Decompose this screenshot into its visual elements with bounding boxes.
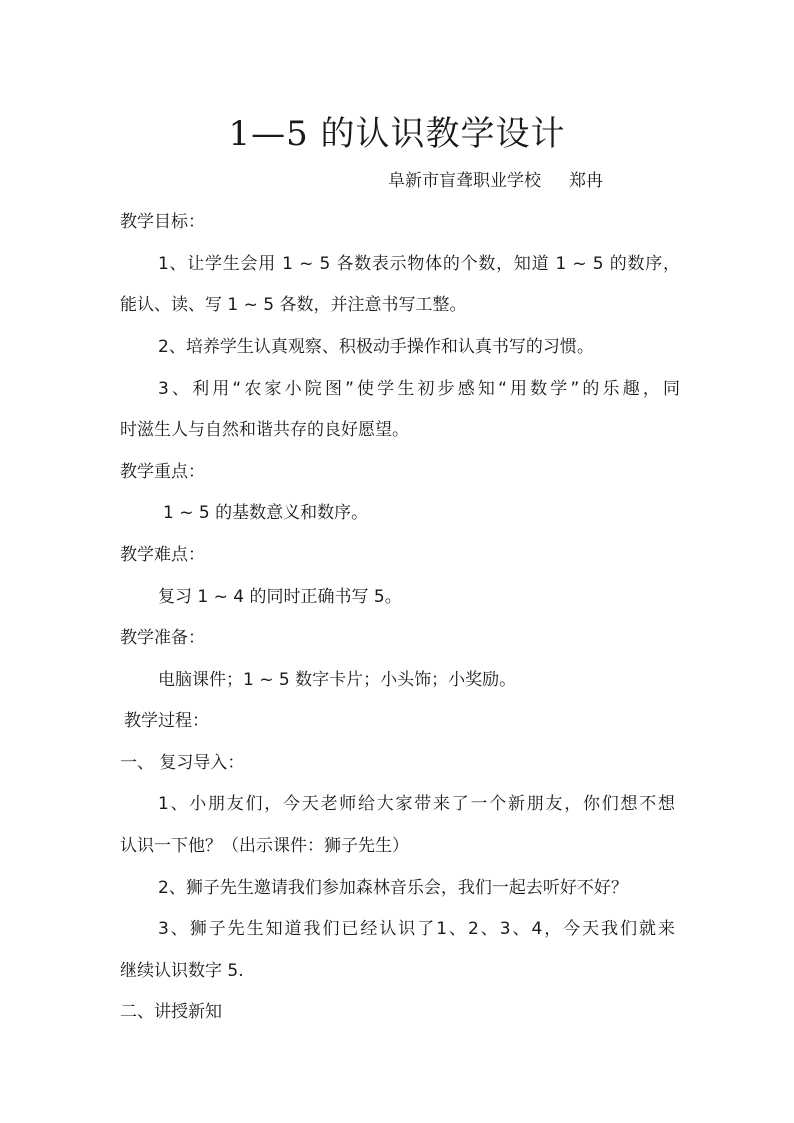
author-name: 郑冉: [569, 171, 603, 191]
author-school: 阜新市盲聋职业学校: [388, 171, 541, 191]
process-step-1-line-1: 1、小朋友们，今天老师给大家带来了一个新朋友，你们想不想: [158, 794, 675, 814]
key-points-heading: 教学重点：: [120, 462, 205, 482]
document-title: 1—5 的认识教学设计: [228, 114, 566, 154]
preparation-heading: 教学准备：: [120, 628, 205, 648]
objective-1-line-2: 能认、读、写 1 ~ 5 各数，并注意书写工整。: [120, 295, 467, 315]
objective-1-line-1: 1、让学生会用 1 ~ 5 各数表示物体的个数，知道 1 ~ 5 的数序，: [158, 254, 680, 274]
process-section-1: 一、 复习导入：: [120, 753, 245, 773]
objective-3-line-1: 3、利用“农家小院图”使学生初步感知“用数学”的乐趣，同: [158, 379, 680, 399]
objectives-heading: 教学目标：: [120, 212, 205, 232]
process-step-1-line-2: 认识一下他？（出示课件：狮子先生）: [120, 836, 409, 856]
process-heading: 教学过程：: [124, 711, 209, 731]
objective-3-line-2: 时滋生人与自然和谐共存的良好愿望。: [120, 420, 409, 440]
difficulties-heading: 教学难点：: [120, 545, 205, 565]
author-line: [388, 166, 603, 191]
key-points-content: 1 ~ 5 的基数意义和数序。: [163, 503, 369, 523]
process-step-3-line-1: 3、狮子先生知道我们已经认识了1、2、3、4，今天我们就来: [158, 919, 675, 939]
preparation-content: 电脑课件；1 ~ 5 数字卡片；小头饰；小奖励。: [158, 670, 517, 690]
objective-2: 2、培养学生认真观察、积极动手操作和认真书写的习惯。: [158, 337, 594, 357]
process-section-2: 二、讲授新知: [120, 1002, 222, 1022]
difficulties-content: 复习 1 ~ 4 的同时正确书写 5。: [158, 587, 402, 607]
process-step-3-line-2: 继续认识数字 5.: [120, 961, 244, 981]
process-step-2: 2、狮子先生邀请我们参加森林音乐会，我们一起去听好不好？: [158, 878, 628, 898]
